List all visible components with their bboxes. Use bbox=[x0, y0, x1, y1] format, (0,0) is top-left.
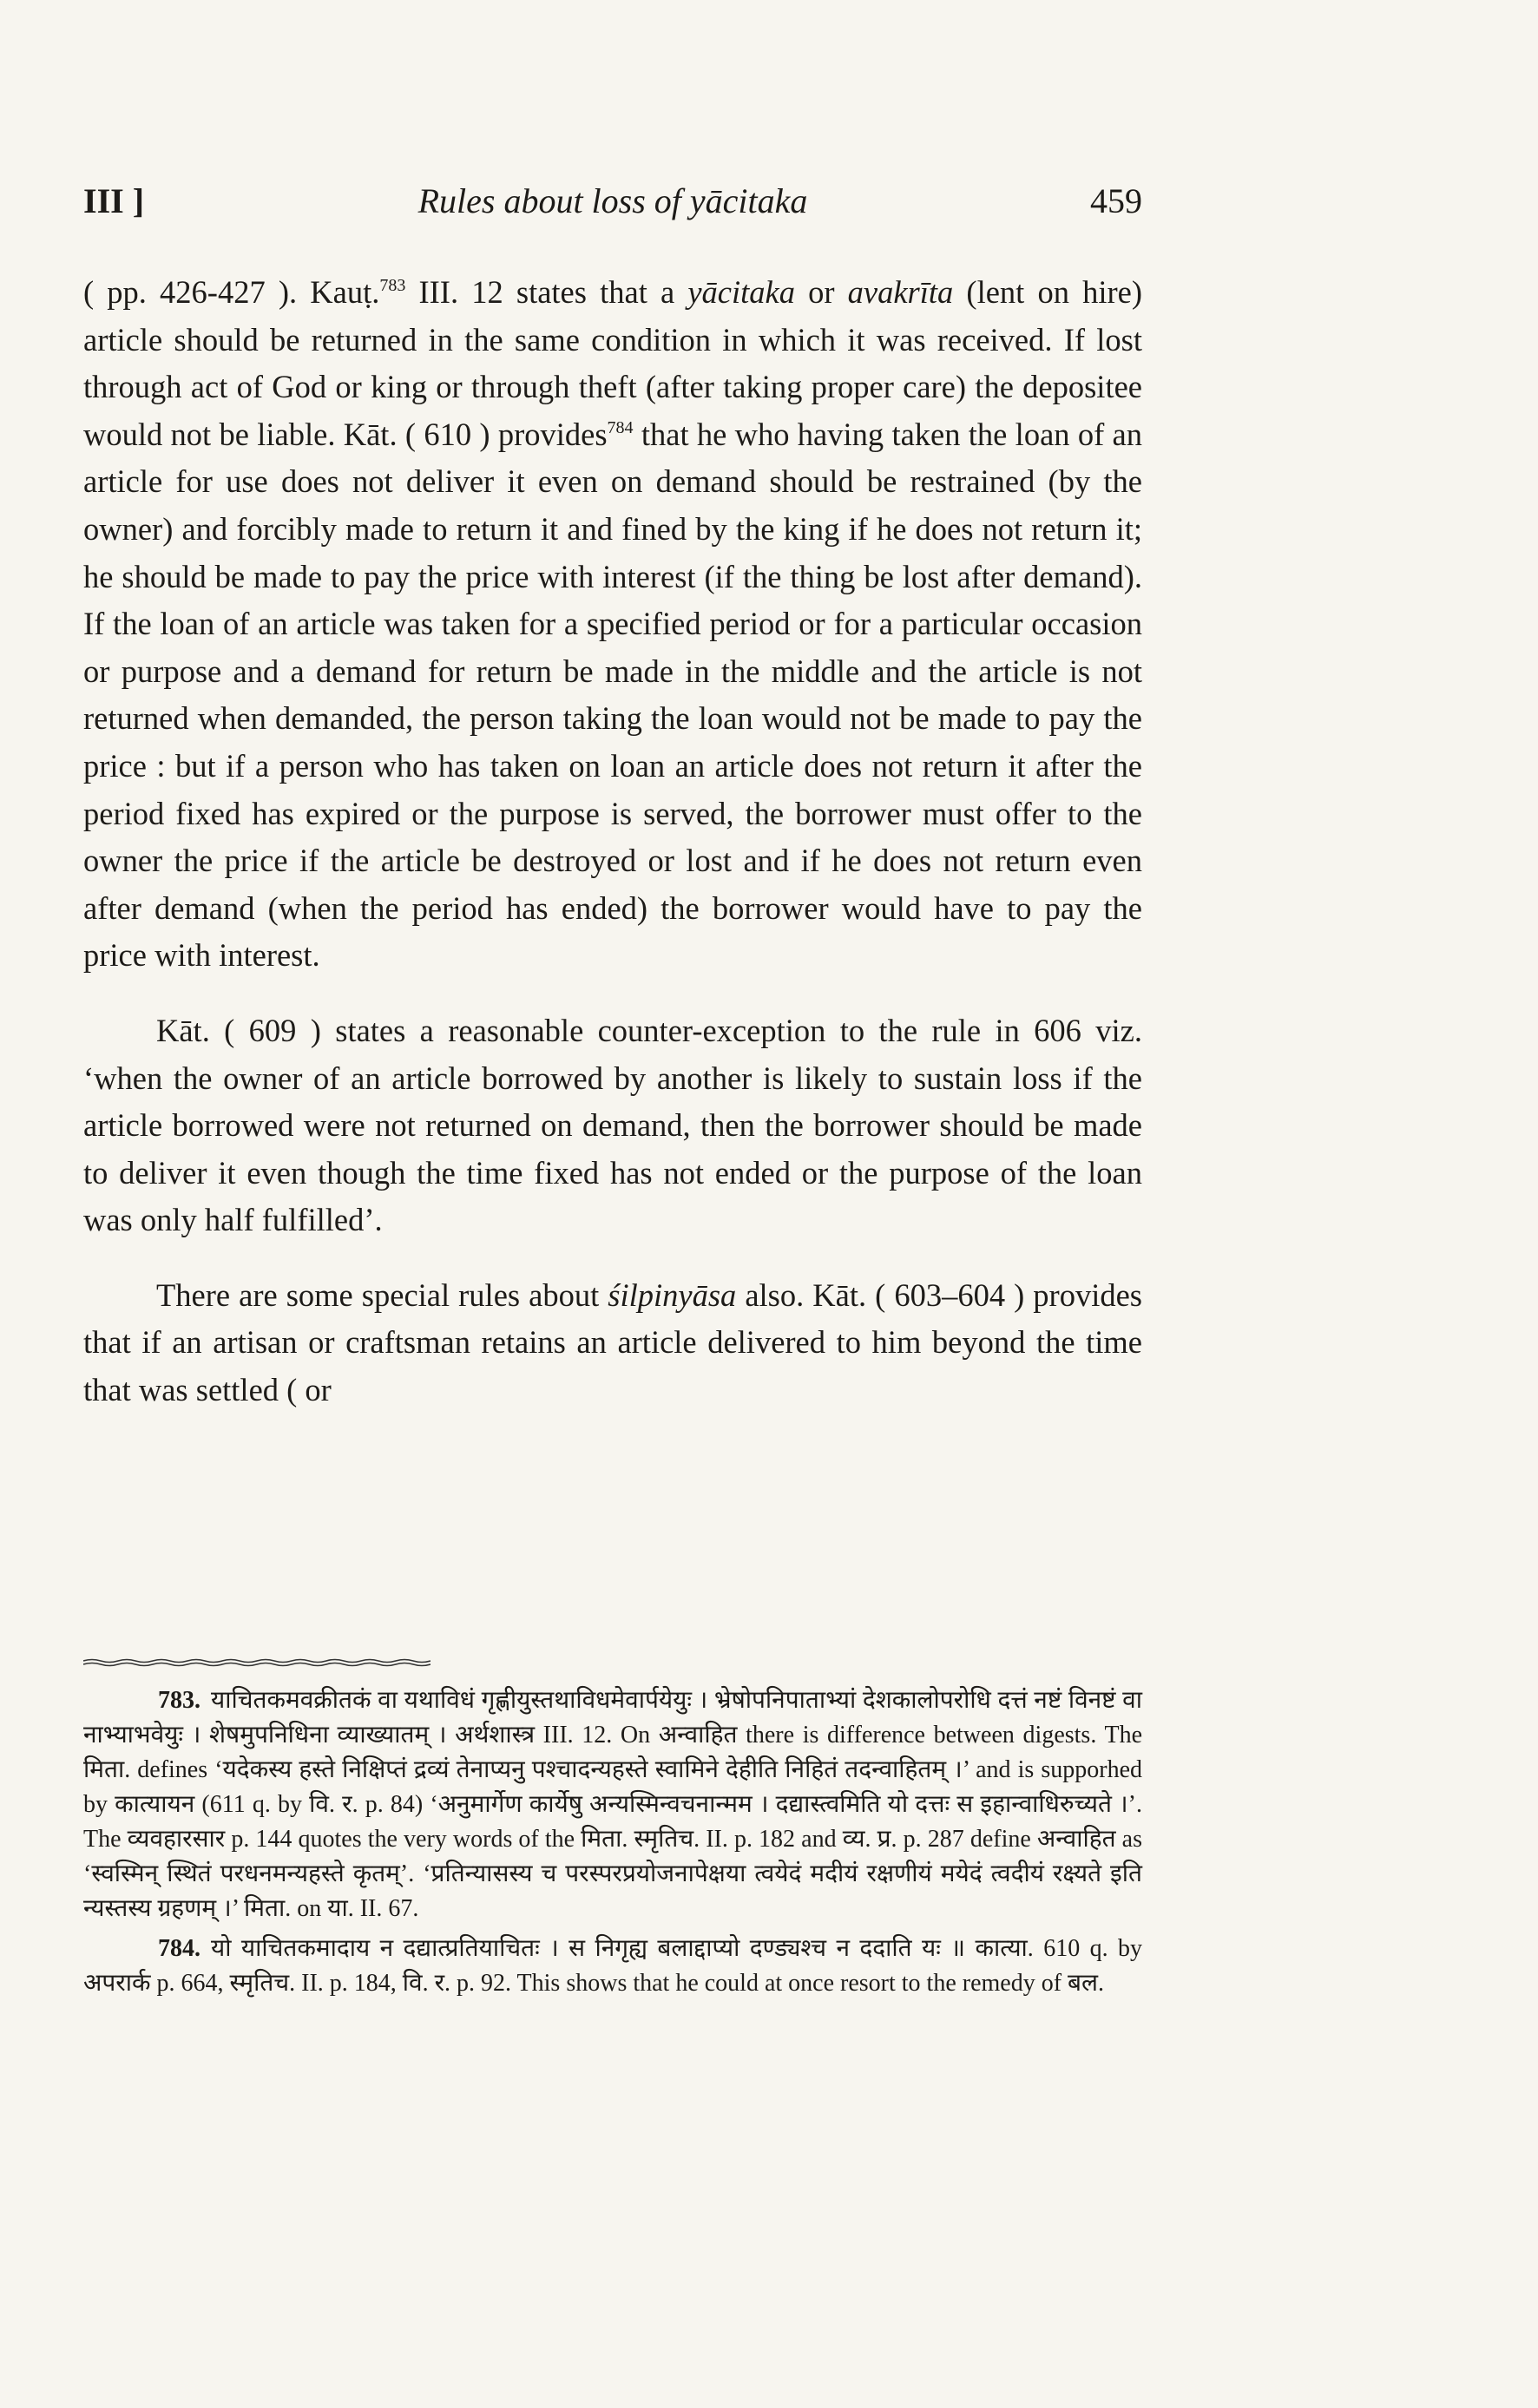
paragraph-1-text-e: that he who having taken the loan of an article for use does not deliver it even on demand should be restrained (by the owner) and forcibly made to return it and fined by the king if he does not return it; he should be made to pay the price with interest (if the thing be lost after demand). If the loan of an article was taken for a specified period or for a particular occasion or purpose and a demand for return be made in the middle and the article is not returned when demanded, the person taking the loan would not be made to pay the price : but if a person who has taken on loan an article does not return it after the period fixed has expired or the purpose is served, the borrower must offer to the owner the price if the article be destroyed or lost and if he does not return even after demand (when the period has ended) the borrower would have to pay the price with interest. bbox=[83, 416, 1142, 974]
paragraph-3 bbox=[83, 1272, 1142, 1414]
page-number: 459 bbox=[1090, 181, 1142, 220]
footnote-text: याचितकमवक्रीतकं वा यथाविधं गृह्णीयुस्तथाविधमेवार्पयेयुः । भ्रेषोपनिपाताभ्यां देशकालोपरोधि दत्तं नष्टं विनष्टं वा नाभ्याभवेयुः । शेषमुपनिधिना व्याख्यातम् । अर्थशास्त्र III. 12. On अन्वाहित there is difference between digests. The मिता. defines ‘यदेकस्य हस्ते निक्षिप्तं द्रव्यं तेनाप्यनु पश्चादन्यहस्ते स्वामिने देहीति निहितं तदन्वाहितम् ।’ and is supporhed by कात्यायन (611 q. by वि. र. p. 84) ‘अनुमार्गेण कार्येषु अन्यस्मिन्वचनान्मम । दद्यास्त्वमिति यो दत्तः स इहान्वाधिरुच्यते ।’. The व्यवहारसार p. 144 quotes the very words of the मिता. स्मृतिच. II. p. 182 and व्य. प्र. p. 287 define अन्वाहित as ‘स्वस्मिन् स्थितं परधनमन्यहस्ते कृतम्’. ‘प्रतिन्यासस्य च परस्परप्रयोजनापेक्षया त्वयेदं मदीयं रक्षणीयं मयेदं त्वदीयं रक्ष्यते इति न्यस्तस्य ग्रहणम् ।’ मिता. on या. II. 67. bbox=[83, 1687, 1142, 1922]
paragraph-3-text-a: There are some special rules about bbox=[156, 1276, 608, 1313]
footnote-ref-783[interactable]: 783 bbox=[379, 276, 406, 295]
footnote-number: 783. bbox=[158, 1687, 200, 1714]
paragraph-2: Kāt. ( 609 ) states a reasonable counter-exception to the rule in 606 viz. ‘when the owner of an article borrowed by another is likely to sustain loss if the article borrowed were not returned on demand, then the borrower should be made to deliver it even though the time fixed has not ended or the purpose of the loan was only half fulfilled’. bbox=[83, 1012, 1142, 1238]
footnote-783 bbox=[83, 1683, 1142, 1926]
paragraph-3-text-b: also. Kāt. ( 603–604 ) provides that if an artisan or craftsman retains an article delivered to him beyond the time that was settled ( or bbox=[83, 1276, 1142, 1408]
paragraph-1-text-d: (lent on hire) article should be returned in the same condition in which it was received. If lost through act of God or king or through theft (after taking proper care) the depositee would not be liable. Kāt. ( 610 ) provides bbox=[83, 274, 1142, 452]
footnote-ref-784[interactable]: 784 bbox=[607, 417, 634, 437]
footnote-784 bbox=[83, 1932, 1142, 2001]
term-silpinyasa: śilpinyāsa bbox=[608, 1276, 737, 1313]
footnote-number: 784. bbox=[158, 1935, 200, 1962]
paragraph-1-text-c: or bbox=[794, 274, 848, 310]
term-avakrita: avakrīta bbox=[847, 274, 954, 310]
footnote-text: यो याचितकमादाय न दद्यात्प्रतियाचितः । स निगृह्य बलाद्दाप्यो दण्ड्यश्च न ददाति यः ॥ कात्या. 610 q. by अपरार्क p. 664, स्मृतिच. II. p. 184, वि. र. p. 92. This shows that he could at once resort to the remedy of बल. bbox=[83, 1935, 1142, 1997]
footnotes bbox=[83, 1683, 1142, 2001]
running-title: Rules about loss of yācitaka bbox=[417, 181, 808, 220]
running-header bbox=[83, 180, 1142, 233]
term-yacitaka: yācitaka bbox=[687, 274, 795, 310]
section-marker: III ] bbox=[83, 181, 145, 220]
main-text bbox=[83, 269, 1142, 1414]
paragraph-1-text-a: ( pp. 426-427 ). Kauṭ. bbox=[83, 274, 380, 310]
footnote-separator bbox=[83, 1658, 431, 1667]
paragraph-1-text-b: III. 12 states that a bbox=[405, 274, 688, 310]
paragraph-1 bbox=[83, 269, 1142, 980]
